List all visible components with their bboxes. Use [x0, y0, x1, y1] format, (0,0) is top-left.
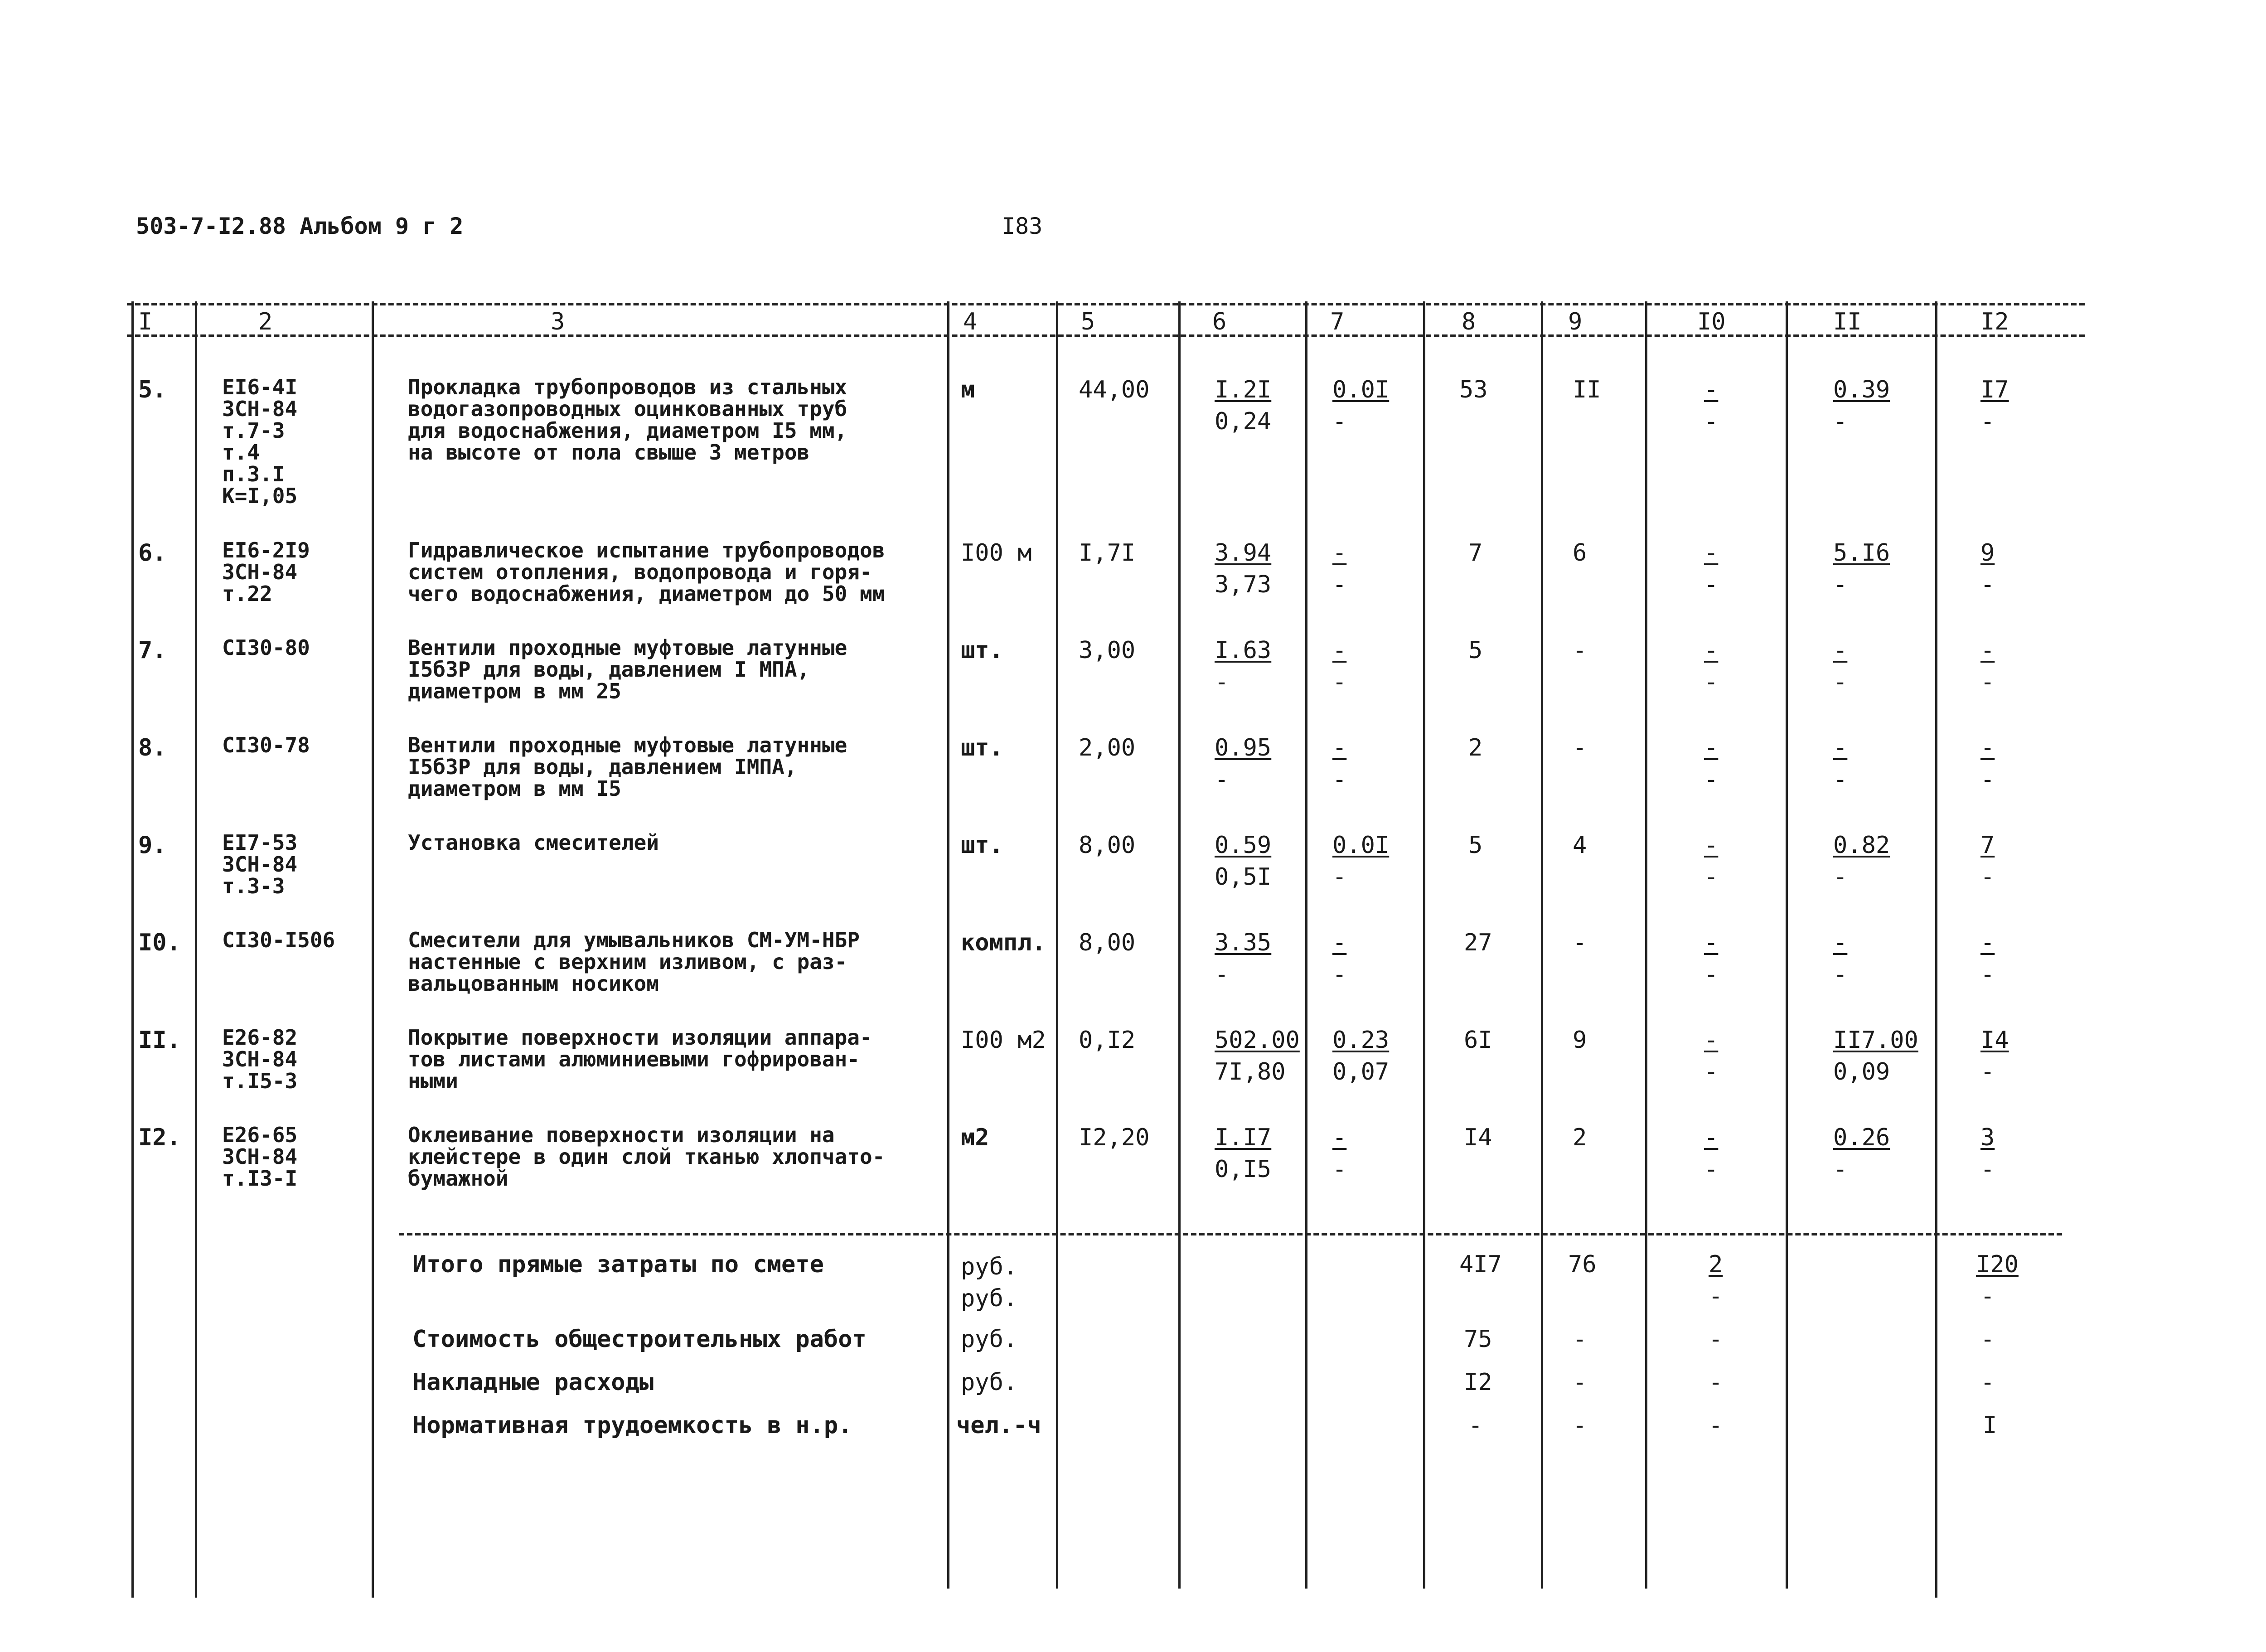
column-divider	[1056, 301, 1058, 1589]
col11-subvalue: -	[1833, 961, 1848, 988]
row-number: 8.	[138, 734, 167, 761]
col10-subvalue: -	[1704, 408, 1719, 435]
col6-value: I.63	[1215, 637, 1272, 664]
summary-col10: 2	[1709, 1251, 1723, 1278]
col8-value: 7	[1468, 539, 1483, 567]
column-header: II	[1833, 308, 1862, 335]
work-description: Установка смесителей	[408, 830, 659, 855]
col9-value: 2	[1573, 1124, 1587, 1151]
col11-value: 0.39	[1833, 376, 1890, 403]
quantity: 3,00	[1079, 637, 1136, 664]
col7-value: -	[1332, 734, 1347, 761]
col11-subvalue: -	[1833, 1156, 1848, 1183]
page-number: I83	[1002, 213, 1043, 239]
col10-value: -	[1704, 1124, 1719, 1151]
summary-label: Стоимость общестроительных работ	[412, 1326, 867, 1353]
col11-subvalue: -	[1833, 408, 1848, 435]
unit: м	[961, 376, 975, 403]
column-header: 2	[258, 308, 273, 335]
col7-subvalue: -	[1332, 408, 1347, 435]
col7-subvalue: -	[1332, 766, 1347, 793]
column-divider	[1786, 301, 1788, 1589]
column-header: 6	[1212, 308, 1227, 335]
col12-subvalue: -	[1980, 571, 1995, 598]
col12-subvalue: -	[1980, 1156, 1995, 1183]
col7-value: -	[1332, 929, 1347, 956]
col10-subvalue: -	[1704, 571, 1719, 598]
col7-value: 0.23	[1332, 1027, 1390, 1054]
quantity: I2,20	[1079, 1124, 1150, 1151]
col11-subvalue: 0,09	[1833, 1058, 1890, 1085]
col6-value: I.I7	[1215, 1124, 1272, 1151]
col12-value: I7	[1980, 376, 2009, 403]
summary-unit: руб.	[961, 1369, 1018, 1396]
summary-unit: чел.-ч	[956, 1412, 1041, 1439]
col12-value: -	[1980, 929, 1995, 956]
unit: м2	[961, 1124, 989, 1151]
quantity: 8,00	[1079, 832, 1136, 859]
summary-col12: I	[1983, 1412, 1997, 1439]
summary-col9: 76	[1568, 1251, 1597, 1278]
col12-value: 7	[1980, 832, 1995, 859]
col10-value: -	[1704, 637, 1719, 664]
col8-value: 5	[1468, 832, 1483, 859]
unit: шт.	[961, 734, 1003, 761]
quantity: 0,I2	[1079, 1027, 1136, 1054]
col10-subvalue: -	[1704, 766, 1719, 793]
col10-subvalue: -	[1704, 863, 1719, 891]
col11-value: -	[1833, 637, 1848, 664]
column-header: 3	[551, 308, 565, 335]
work-description: Оклеивание поверхности изоляции на клейстере в один слой тканью хлопчато- бумажной	[408, 1123, 885, 1191]
col7-subvalue: -	[1332, 1156, 1347, 1183]
col10-value: -	[1704, 1027, 1719, 1054]
summary-col9: -	[1573, 1369, 1587, 1396]
summary-col10-sub: -	[1709, 1283, 1723, 1310]
norm-code: CI30-80	[222, 635, 310, 660]
col7-value: 0.0I	[1332, 832, 1390, 859]
col7-subvalue: 0,07	[1332, 1058, 1390, 1085]
col12-value: 9	[1980, 539, 1995, 567]
unit: компл.	[961, 929, 1046, 956]
column-divider	[131, 301, 134, 1598]
col8-value: 2	[1468, 734, 1483, 761]
col6-value: 0.59	[1215, 832, 1272, 859]
unit: I00 м2	[961, 1027, 1046, 1054]
col6-value: 3.94	[1215, 539, 1272, 567]
row-number: 5.	[138, 376, 167, 403]
col12-value: -	[1980, 734, 1995, 761]
column-header: 9	[1568, 308, 1583, 335]
col7-subvalue: -	[1332, 863, 1347, 891]
col9-value: -	[1573, 637, 1587, 664]
summary-col9: -	[1573, 1412, 1587, 1439]
summary-label: Нормативная трудоемкость в н.р.	[412, 1412, 852, 1439]
summary-col10: -	[1709, 1369, 1723, 1396]
col8-value: 27	[1464, 929, 1492, 956]
document-code: 503-7-I2.88 Альбом 9 г 2	[136, 213, 464, 239]
col9-value: II	[1573, 376, 1601, 403]
column-divider	[1305, 301, 1307, 1589]
work-description: Покрытие поверхности изоляции аппара- тов листами алюминиевыми гофрирован- ными	[408, 1025, 872, 1093]
summary-col8: -	[1468, 1412, 1483, 1439]
row-number: 7.	[138, 637, 167, 664]
col6-subvalue: -	[1215, 766, 1229, 793]
col10-value: -	[1704, 929, 1719, 956]
col7-value: -	[1332, 637, 1347, 664]
quantity: 44,00	[1079, 376, 1150, 403]
col9-value: 6	[1573, 539, 1587, 567]
summary-unit: руб.	[961, 1326, 1018, 1353]
summary-col8: 75	[1464, 1326, 1492, 1353]
summary-col8: 4I7	[1459, 1251, 1502, 1278]
col6-subvalue: 0,24	[1215, 408, 1272, 435]
col6-subvalue: 0,I5	[1215, 1156, 1272, 1183]
column-header: I0	[1697, 308, 1726, 335]
col8-value: 53	[1459, 376, 1488, 403]
column-divider	[1423, 301, 1425, 1589]
work-description: Прокладка трубопроводов из стальных водогазопроводных оцинкованных труб для водоснабжения, диаметром I5 мм, на высоте от пола свыше 3 метров	[408, 375, 847, 465]
summary-separator	[399, 1233, 2062, 1235]
work-description: Гидравлическое испытание трубопроводов систем отопления, водопровода и горя- чего водоснабжения, диаметром до 50 мм	[408, 538, 885, 606]
unit: I00 м	[961, 539, 1032, 567]
col10-subvalue: -	[1704, 1058, 1719, 1085]
col11-value: 0.26	[1833, 1124, 1890, 1151]
row-number: I2.	[138, 1124, 181, 1151]
col9-value: -	[1573, 929, 1587, 956]
summary-col12-sub: -	[1980, 1283, 1995, 1310]
col11-value: 5.I6	[1833, 539, 1890, 567]
col12-subvalue: -	[1980, 1058, 1995, 1085]
column-divider	[947, 301, 949, 1589]
col11-value: -	[1833, 734, 1848, 761]
column-header: 7	[1330, 308, 1345, 335]
col6-value: 0.95	[1215, 734, 1272, 761]
column-header: I2	[1980, 308, 2009, 335]
col10-subvalue: -	[1704, 961, 1719, 988]
col7-subvalue: -	[1332, 961, 1347, 988]
col6-subvalue: -	[1215, 961, 1229, 988]
norm-code: EI6-4I ЗСН-84 т.7-3 т.4 п.3.I К=I,05	[222, 375, 298, 508]
column-header: 4	[963, 308, 978, 335]
col6-value: I.2I	[1215, 376, 1272, 403]
column-divider	[1178, 301, 1181, 1589]
row-number: I0.	[138, 929, 181, 956]
col7-subvalue: -	[1332, 571, 1347, 598]
work-description: Смесители для умывальников СМ-УМ-НБР настенные с верхним изливом, с раз- вальцованным носиком	[408, 928, 860, 996]
column-header: 5	[1081, 308, 1095, 335]
work-description: Вентили проходные муфтовые латунные I5б3Р для воды, давлением I МПА, диаметром в мм 25	[408, 635, 847, 703]
col10-value: -	[1704, 539, 1719, 567]
quantity: I,7I	[1079, 539, 1136, 567]
summary-col12: -	[1980, 1326, 1995, 1353]
norm-code: E26-65 ЗСН-84 т.I3-I	[222, 1123, 298, 1191]
column-divider	[1645, 301, 1647, 1589]
column-header: 8	[1462, 308, 1476, 335]
quantity: 2,00	[1079, 734, 1136, 761]
col10-value: -	[1704, 832, 1719, 859]
column-divider	[1541, 301, 1543, 1589]
col10-value: -	[1704, 734, 1719, 761]
col7-subvalue: -	[1332, 669, 1347, 696]
row-number: 9.	[138, 832, 167, 859]
col7-value: -	[1332, 1124, 1347, 1151]
col10-subvalue: -	[1704, 1156, 1719, 1183]
summary-col10: -	[1709, 1412, 1723, 1439]
col12-subvalue: -	[1980, 863, 1995, 891]
summary-label: Итого прямые затраты по смете	[412, 1251, 824, 1278]
summary-col9: -	[1573, 1326, 1587, 1353]
summary-col12: -	[1980, 1369, 1995, 1396]
col12-subvalue: -	[1980, 669, 1995, 696]
norm-code: E26-82 ЗСН-84 т.I5-3	[222, 1025, 298, 1093]
col9-value: -	[1573, 734, 1587, 761]
summary-label: Накладные расходы	[412, 1369, 654, 1396]
norm-code: CI30-I506	[222, 928, 335, 952]
summary-col8: I2	[1464, 1369, 1492, 1396]
col6-subvalue: 7I,80	[1215, 1058, 1286, 1085]
summary-col10: -	[1709, 1326, 1723, 1353]
col11-subvalue: -	[1833, 571, 1848, 598]
header-bottom-border	[127, 334, 2085, 337]
row-number: II.	[138, 1027, 181, 1054]
col9-value: 9	[1573, 1027, 1587, 1054]
col10-subvalue: -	[1704, 669, 1719, 696]
col12-subvalue: -	[1980, 766, 1995, 793]
col7-value: -	[1332, 539, 1347, 567]
col8-value: 6I	[1464, 1027, 1492, 1054]
table-top-border	[127, 303, 2085, 305]
col12-subvalue: -	[1980, 408, 1995, 435]
col11-subvalue: -	[1833, 766, 1848, 793]
col6-subvalue: 0,5I	[1215, 863, 1272, 891]
summary-col12: I20	[1976, 1251, 2019, 1278]
column-header: I	[138, 308, 153, 335]
col12-subvalue: -	[1980, 961, 1995, 988]
col7-value: 0.0I	[1332, 376, 1390, 403]
col8-value: 5	[1468, 637, 1483, 664]
work-description: Вентили проходные муфтовые латунные I5б3Р для воды, давлением IМПА, диаметром в мм I5	[408, 733, 847, 801]
col11-subvalue: -	[1833, 669, 1848, 696]
col6-subvalue: 3,73	[1215, 571, 1272, 598]
column-divider	[372, 301, 374, 1598]
col11-subvalue: -	[1833, 863, 1848, 891]
col12-value: 3	[1980, 1124, 1995, 1151]
col10-value: -	[1704, 376, 1719, 403]
column-divider	[1935, 301, 1937, 1598]
row-number: 6.	[138, 539, 167, 567]
col6-subvalue: -	[1215, 669, 1229, 696]
unit: шт.	[961, 637, 1003, 664]
col12-value: I4	[1980, 1027, 2009, 1054]
col6-value: 3.35	[1215, 929, 1272, 956]
col6-value: 502.00	[1215, 1027, 1300, 1054]
col11-value: 0.82	[1833, 832, 1890, 859]
col9-value: 4	[1573, 832, 1587, 859]
col11-value: II7.00	[1833, 1027, 1918, 1054]
norm-code: EI7-53 ЗСН-84 т.3-3	[222, 830, 298, 898]
column-divider	[195, 301, 197, 1598]
norm-code: EI6-2I9 ЗСН-84 т.22	[222, 538, 310, 606]
col12-value: -	[1980, 637, 1995, 664]
col11-value: -	[1833, 929, 1848, 956]
unit: шт.	[961, 832, 1003, 859]
col8-value: I4	[1464, 1124, 1492, 1151]
quantity: 8,00	[1079, 929, 1136, 956]
summary-unit: руб. руб.	[961, 1253, 1018, 1312]
norm-code: CI30-78	[222, 733, 310, 757]
